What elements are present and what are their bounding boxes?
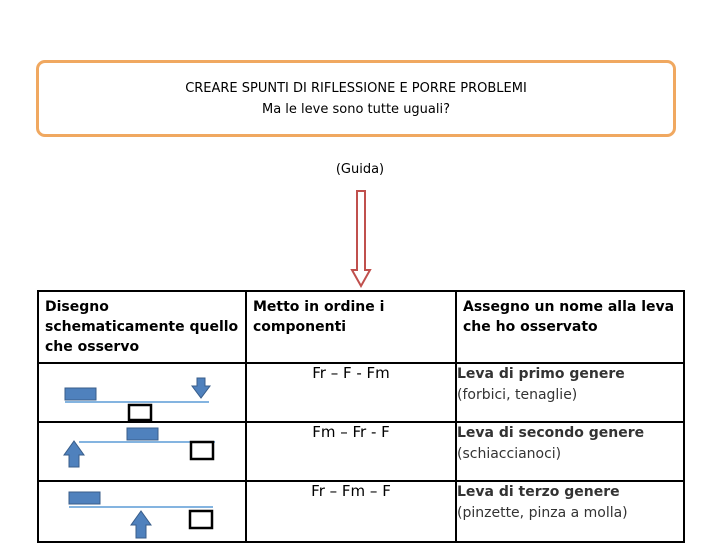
name-row-2 [456,422,684,481]
weight-rectangle-icon [127,428,158,440]
name-row-3 [456,481,684,542]
name-example: (pinzette, pinza a molla) [457,505,628,521]
sketch-first-class [38,363,246,422]
name-title: Leva di terzo genere [457,484,620,500]
sketch-third-class [38,481,246,542]
col2-header: Metto in ordine i componenti [246,291,456,363]
up-arrow-icon [64,441,84,467]
col1-header: Disegno schematicamente quello che osservo [38,291,246,363]
name-example: (forbici, tenaglie) [457,387,578,403]
name-row-1 [456,363,684,422]
name-title: Leva di primo genere [457,366,625,382]
col3-header: Assegno un nome alla leva che ho osservato [456,291,684,363]
guide-label: (Guida) [335,162,385,177]
fulcrum-square-icon [129,405,151,420]
order-row-3: Fr – Fm – F [246,481,456,542]
up-arrow-icon [131,511,151,538]
name-example: (schiaccianoci) [457,446,562,462]
header-title: CREARE SPUNTI DI RIFLESSIONE E PORRE PROBLEMI [185,80,527,96]
down-arrow-icon [350,190,372,288]
header-subtitle: Ma le leve sono tutte uguali? [261,101,451,117]
name-title: Leva di secondo genere [457,425,645,441]
order-row-1: Fr – F - Fm [246,363,456,422]
down-arrow-icon [192,378,210,398]
weight-rectangle-icon [65,388,96,400]
fulcrum-square-icon [190,511,212,528]
header-box [36,60,676,137]
fulcrum-square-icon [191,442,213,459]
sketch-second-class [38,422,246,481]
lever-table [37,290,685,543]
order-row-2: Fm – Fr - F [246,422,456,481]
weight-rectangle-icon [69,492,100,504]
